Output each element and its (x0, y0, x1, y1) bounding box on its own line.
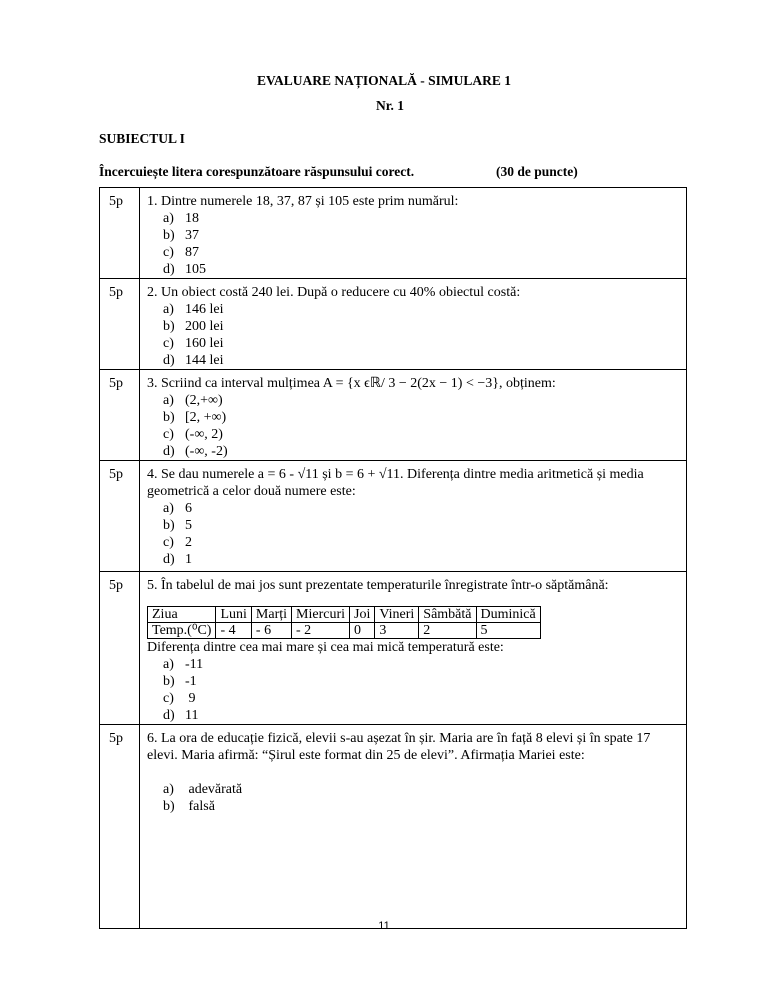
option-text: 160 lei (185, 336, 224, 351)
table-cell: 3 (375, 623, 419, 639)
question-followup: Diferența dintre cea mai mare și cea mai mică temperatură este: (147, 640, 504, 655)
table-header-cell: Vineri (375, 607, 419, 623)
question-body (140, 188, 687, 279)
option-letter: b) (163, 518, 175, 533)
option-text: 87 (185, 245, 199, 260)
question-points: 5p (100, 370, 140, 461)
answer-option[interactable] (147, 301, 678, 318)
option-letter: b) (163, 319, 175, 334)
answer-option[interactable] (147, 227, 678, 244)
page-number: 11 (378, 920, 390, 932)
option-text: 18 (185, 211, 199, 226)
answer-option[interactable] (147, 656, 678, 673)
option-text: 5 (185, 518, 192, 533)
option-letter: b) (163, 228, 175, 243)
table-cell: 2 (419, 623, 476, 639)
option-text: 6 (185, 501, 192, 516)
question-text: 3. Scriind ca interval mulțimea A = {x ϵℝ/ 3 − 2(2x − 1) < −3}, obținem: (147, 376, 556, 391)
option-text: (-∞, -2) (185, 444, 228, 459)
option-text: adevărată (188, 782, 243, 797)
option-text: (-∞, 2) (185, 427, 223, 442)
question-row (100, 370, 687, 461)
option-text: 144 lei (185, 353, 224, 368)
question-row (100, 725, 687, 929)
option-text: [2, +∞) (185, 410, 227, 425)
question-row (100, 279, 687, 370)
exam-title: EVALUARE NAȚIONALĂ - SIMULARE 1 (256, 73, 512, 88)
table-cell: Temp.(⁰C) (148, 623, 216, 639)
question-body (140, 461, 687, 572)
answer-option[interactable] (147, 261, 678, 278)
table-header-cell: Joi (350, 607, 375, 623)
question-body (140, 725, 687, 929)
answer-option[interactable] (147, 690, 678, 707)
answer-option[interactable] (147, 798, 678, 815)
instruction: Încercuiește litera corespunzătoare răspunsului corect. (99, 164, 415, 179)
question-points: 5p (100, 461, 140, 572)
question-text: 2. Un obiect costă 240 lei. După o reducere cu 40% obiectul costă: (147, 285, 521, 300)
question-points: 5p (100, 725, 140, 929)
question-row (100, 188, 687, 279)
option-letter: d) (163, 353, 175, 368)
question-row (100, 461, 687, 572)
answer-option[interactable] (147, 426, 678, 443)
answer-option[interactable] (147, 781, 678, 798)
option-text: 9 (185, 691, 196, 706)
option-text: falsă (188, 799, 215, 814)
option-letter: c) (163, 427, 174, 442)
option-text: 105 (185, 262, 206, 277)
option-text: -11 (185, 657, 204, 672)
option-text: 2 (185, 535, 192, 550)
exam-number: Nr. 1 (375, 98, 404, 113)
question-body (140, 370, 687, 461)
answer-option[interactable] (147, 517, 678, 534)
option-letter: a) (163, 657, 174, 672)
answer-option[interactable] (147, 534, 678, 551)
temperature-table (147, 606, 541, 639)
option-letter: b) (163, 410, 175, 425)
table-header-cell: Duminică (476, 607, 540, 623)
option-letter: a) (163, 302, 174, 317)
option-letter: c) (163, 535, 174, 550)
question-points: 5p (100, 279, 140, 370)
table-header-cell: Ziua (148, 607, 216, 623)
option-text: 1 (185, 552, 192, 567)
option-text: -1 (185, 674, 197, 689)
answer-option[interactable] (147, 210, 678, 227)
option-letter: c) (163, 245, 174, 260)
question-body (140, 572, 687, 725)
option-letter: c) (163, 691, 174, 706)
answer-option[interactable] (147, 244, 678, 261)
question-points: 5p (100, 572, 140, 725)
question-body (140, 279, 687, 370)
answer-option[interactable] (147, 673, 678, 690)
option-text: 146 lei (185, 302, 224, 317)
option-letter: d) (163, 444, 175, 459)
option-letter: c) (163, 336, 174, 351)
answer-option[interactable] (147, 352, 678, 369)
table-header-cell: Sâmbătă (419, 607, 476, 623)
question-text: 4. Se dau numerele a = 6 - √11 și b = 6 + √11. Diferența dintre media aritmetică și media geometrică a celor două numere este: (147, 467, 644, 499)
answer-option[interactable] (147, 409, 678, 426)
total-points: (30 de puncte) (496, 164, 578, 179)
table-cell: 5 (476, 623, 540, 639)
option-letter: b) (163, 799, 175, 814)
answer-option[interactable] (147, 318, 678, 335)
table-header-cell: Miercuri (292, 607, 350, 623)
table-cell: - 4 (216, 623, 251, 639)
table-header-cell: Marți (251, 607, 291, 623)
option-text: 11 (185, 708, 199, 723)
option-text: 37 (185, 228, 199, 243)
option-letter: a) (163, 393, 174, 408)
option-text: (2,+∞) (185, 393, 223, 408)
table-cell: - 6 (251, 623, 291, 639)
subject-heading: SUBIECTUL I (99, 131, 185, 146)
question-points: 5p (100, 188, 140, 279)
table-cell: - 2 (292, 623, 350, 639)
answer-option[interactable] (147, 707, 678, 724)
answer-option[interactable] (147, 335, 678, 352)
option-letter: b) (163, 674, 175, 689)
answer-option[interactable] (147, 551, 678, 568)
option-letter: a) (163, 782, 174, 797)
answer-option[interactable] (147, 500, 678, 517)
option-letter: d) (163, 708, 175, 723)
option-letter: a) (163, 501, 174, 516)
question-text: 5. În tabelul de mai jos sunt prezentate temperaturile înregistrate într-o săptămână: (147, 578, 609, 593)
option-text: 200 lei (185, 319, 224, 334)
answer-option[interactable] (147, 392, 678, 409)
option-letter: a) (163, 211, 174, 226)
question-row (100, 572, 687, 725)
answer-option[interactable] (147, 443, 678, 460)
table-header-cell: Luni (216, 607, 251, 623)
question-text: 6. La ora de educație fizică, elevii s-au așezat în șir. Maria are în față 8 elevi și în spate 17 elevi. Maria afirmă: “Șirul este format din 25 de elevi”. Afirmația Mariei este: (147, 731, 651, 763)
question-text: 1. Dintre numerele 18, 37, 87 și 105 este prim numărul: (147, 194, 459, 209)
table-cell: 0 (350, 623, 375, 639)
option-letter: d) (163, 262, 175, 277)
questions-table (99, 187, 687, 929)
option-letter: d) (163, 552, 175, 567)
